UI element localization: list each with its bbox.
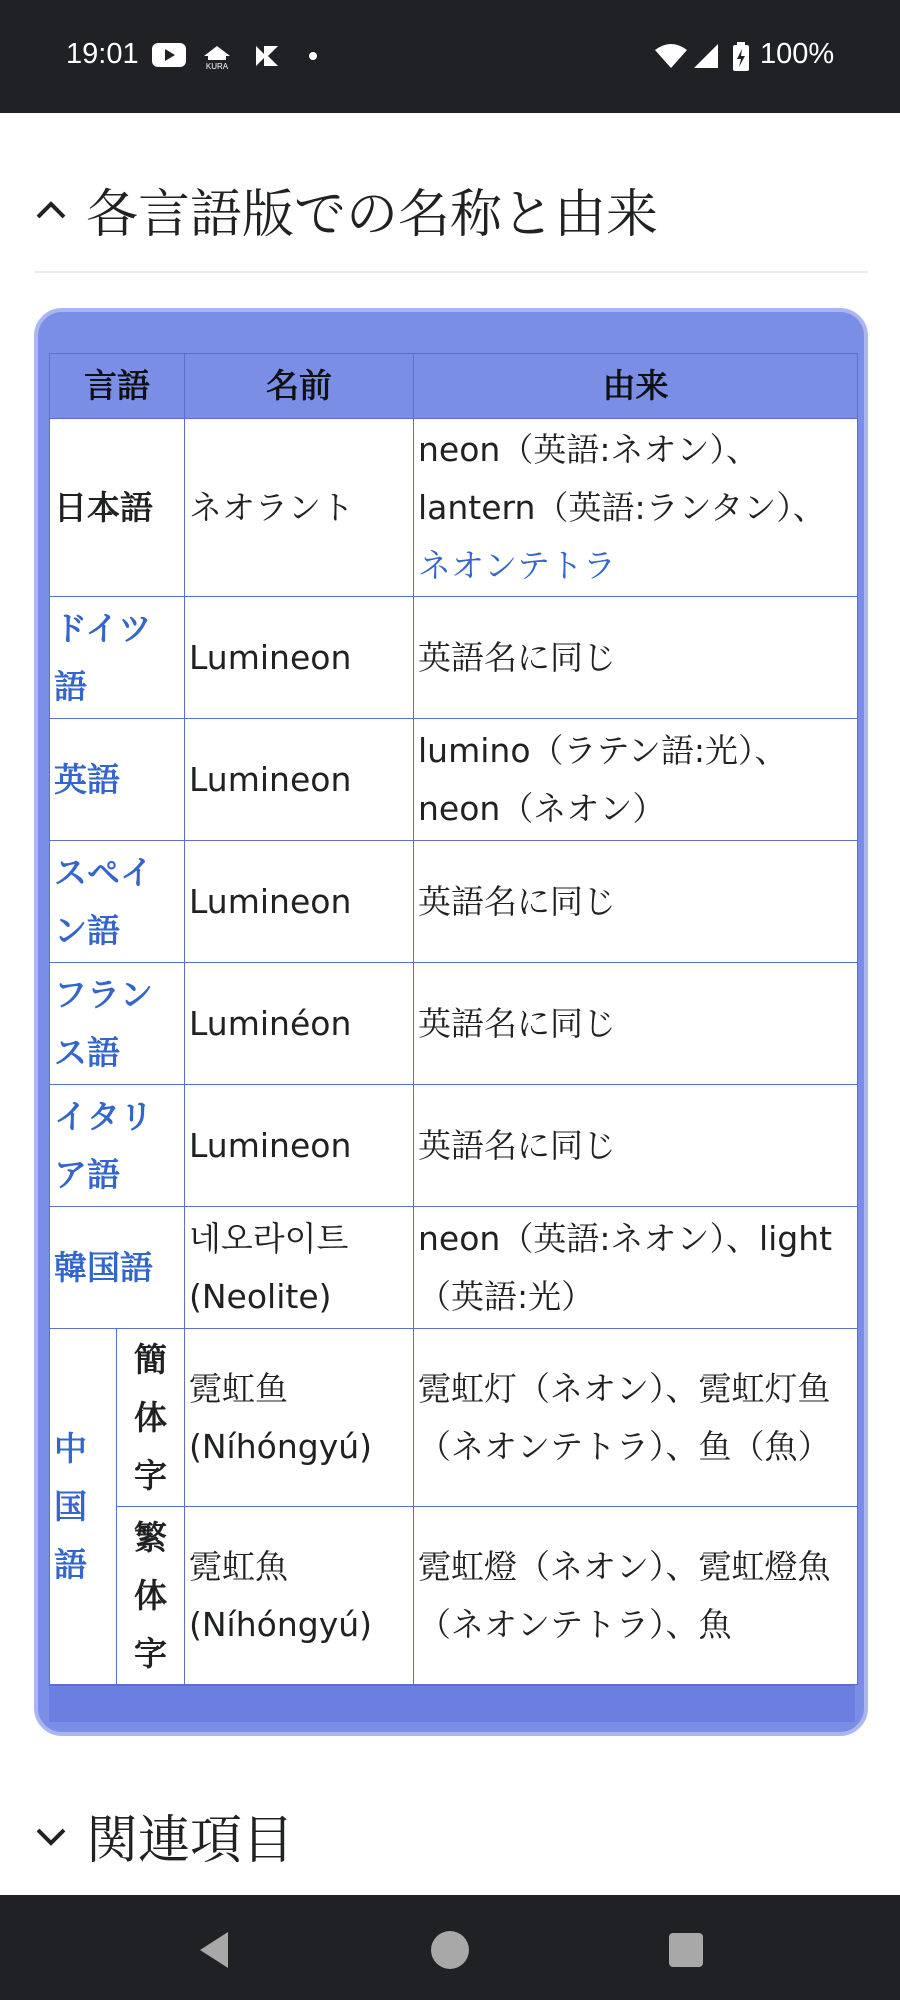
origin-cell: 英語名に同じ xyxy=(414,963,858,1085)
navigation-bar xyxy=(0,1895,900,2000)
section-divider xyxy=(34,271,868,273)
status-bar xyxy=(0,0,900,113)
header-name: 名前 xyxy=(185,354,414,419)
origin-text: neon（英語:ネオン）、lantern（英語:ランタン）、 xyxy=(418,429,826,527)
chevron-down-icon xyxy=(34,1819,68,1853)
table-row xyxy=(50,419,858,597)
header-lang: 言語 xyxy=(50,354,185,419)
section-header-related[interactable] xyxy=(34,1798,868,1873)
table-row xyxy=(50,1207,858,1329)
table-row xyxy=(50,963,858,1085)
battery-charging-icon xyxy=(731,42,751,72)
origin-cell: 霓虹灯（ネオン）、霓虹灯鱼（ネオンテトラ）、鱼（魚） xyxy=(414,1329,858,1507)
origin-link[interactable]: ネオンテトラ xyxy=(418,545,616,585)
table-row xyxy=(50,719,858,841)
table-row xyxy=(50,1329,858,1507)
lang-cell: 日本語 xyxy=(50,419,185,597)
recents-icon[interactable] xyxy=(668,1932,704,1968)
table-footer-bar xyxy=(49,1684,855,1722)
lang-link[interactable]: イタリア語 xyxy=(50,1085,185,1207)
name-cell: 霓虹鱼 (Níhóngyú) xyxy=(185,1329,414,1507)
section-title: 各言語版での名称と由来 xyxy=(86,185,659,245)
name-cell: Luminéon xyxy=(185,963,414,1085)
header-origin: 由来 xyxy=(414,354,858,419)
origin-cell: 英語名に同じ xyxy=(414,841,858,963)
origin-cell xyxy=(414,419,858,597)
back-icon[interactable] xyxy=(196,1930,232,1970)
sub-lang-cell: 繁体字 xyxy=(117,1507,185,1685)
origin-cell: lumino（ラテン語:光）、neon（ネオン） xyxy=(414,719,858,841)
section-header-names[interactable] xyxy=(34,172,868,247)
table-header-row xyxy=(50,354,858,419)
wifi-icon xyxy=(654,42,688,70)
name-cell: Lumineon xyxy=(185,597,414,719)
lang-link[interactable]: 韓国語 xyxy=(50,1207,185,1329)
name-cell: Lumineon xyxy=(185,841,414,963)
signal-icon xyxy=(692,42,720,70)
svg-text:KURA: KURA xyxy=(205,62,229,70)
origin-cell: 霓虹燈（ネオン）、霓虹燈魚（ネオンテトラ）、魚 xyxy=(414,1507,858,1685)
names-table xyxy=(49,353,858,1685)
chevron-up-icon xyxy=(34,193,68,227)
dot-icon xyxy=(308,51,318,61)
name-cell: Lumineon xyxy=(185,719,414,841)
lang-link[interactable]: スペイン語 xyxy=(50,841,185,963)
table-row xyxy=(50,597,858,719)
sub-lang-cell: 簡体字 xyxy=(117,1329,185,1507)
name-cell: 네오라이트 (Neolite) xyxy=(185,1207,414,1329)
origin-cell: 英語名に同じ xyxy=(414,1085,858,1207)
status-time: 19:01 xyxy=(66,38,139,70)
lang-link[interactable]: 英語 xyxy=(50,719,185,841)
lang-link[interactable]: 中国語 xyxy=(50,1329,117,1685)
name-cell: 霓虹魚 (Níhóngyú) xyxy=(185,1507,414,1685)
kura-icon xyxy=(200,42,234,70)
lang-link[interactable]: ドイツ語 xyxy=(50,597,185,719)
home-icon[interactable] xyxy=(430,1930,470,1970)
name-cell: ネオラント xyxy=(185,419,414,597)
youtube-icon xyxy=(152,42,186,68)
name-cell: Lumineon xyxy=(185,1085,414,1207)
section-title: 関連項目 xyxy=(86,1811,295,1871)
table-row xyxy=(50,1085,858,1207)
table-row xyxy=(50,841,858,963)
podcast-icon xyxy=(252,42,282,70)
battery-percent: 100% xyxy=(760,38,835,70)
names-table-box xyxy=(34,308,868,1736)
origin-cell: neon（英語:ネオン）、light（英語:光） xyxy=(414,1207,858,1329)
lang-link[interactable]: フランス語 xyxy=(50,963,185,1085)
origin-cell: 英語名に同じ xyxy=(414,597,858,719)
table-row xyxy=(50,1507,858,1685)
